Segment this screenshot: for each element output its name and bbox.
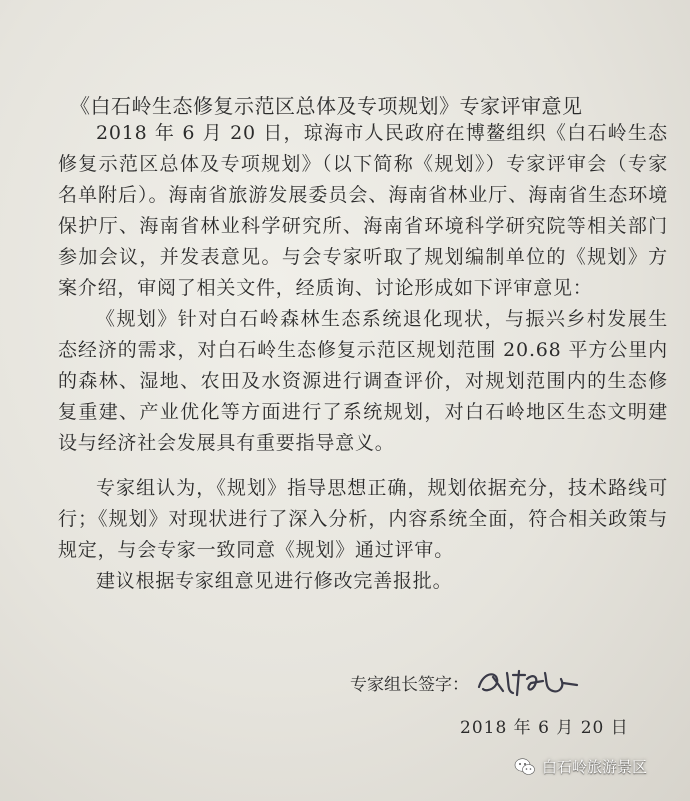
paragraph-intro: 2018 年 6 月 20 日，琼海市人民政府在博鳌组织《白石岭生态修复示范区总体及专项规划》（以下简称《规划》）专家评审会（专家名单附后）。海南省旅游发展委员会、海南省林业厅、海南省生态环境保护厅、海南省林业科学研究所、海南省环境科学研究院等相关部门参加会议，并发表意见。与会专家听取了规划编制单位的《规划》方案介绍，审阅了相关文件，经质询、讨论形成如下评审意见：: [58, 122, 668, 299]
signature-line: [350, 665, 583, 699]
paragraph-suggestion: 建议根据专家组意见进行修改完善报批。: [96, 570, 453, 592]
paragraph-summary: 《规划》针对白石岭森林生态系统退化现状，与振兴乡村发展生态经济的需求，对白石岭生态修复示范区规划范围 20.68 平方公里内的森林、湿地、农田及水资源进行调查评价，对规划范围内的生态修复重建、产业优化等方面进行了系统规划，对白石岭地区生态文明建设与经济社会发展具有重要指导意义。: [58, 308, 668, 454]
watermark: [514, 756, 647, 777]
paragraph-conclusion: 专家组认为，《规划》指导思想正确，规划依据充分，技术路线可行；《规划》对现状进行了深入分析，内容系统全面，符合相关政策与规定，与会专家一致同意《规划》通过评审。: [58, 477, 668, 561]
handwritten-signature: [473, 665, 583, 699]
wechat-icon: [514, 757, 536, 777]
document-date: 2018 年 6 月 20 日: [460, 718, 629, 738]
signature-label: 专家组长签字：: [350, 674, 469, 695]
document-title: 《白石岭生态修复示范区总体及专项规划》专家评审意见: [70, 94, 583, 118]
document-body: [58, 118, 668, 597]
watermark-text: 白石岭旅游景区: [542, 758, 648, 776]
